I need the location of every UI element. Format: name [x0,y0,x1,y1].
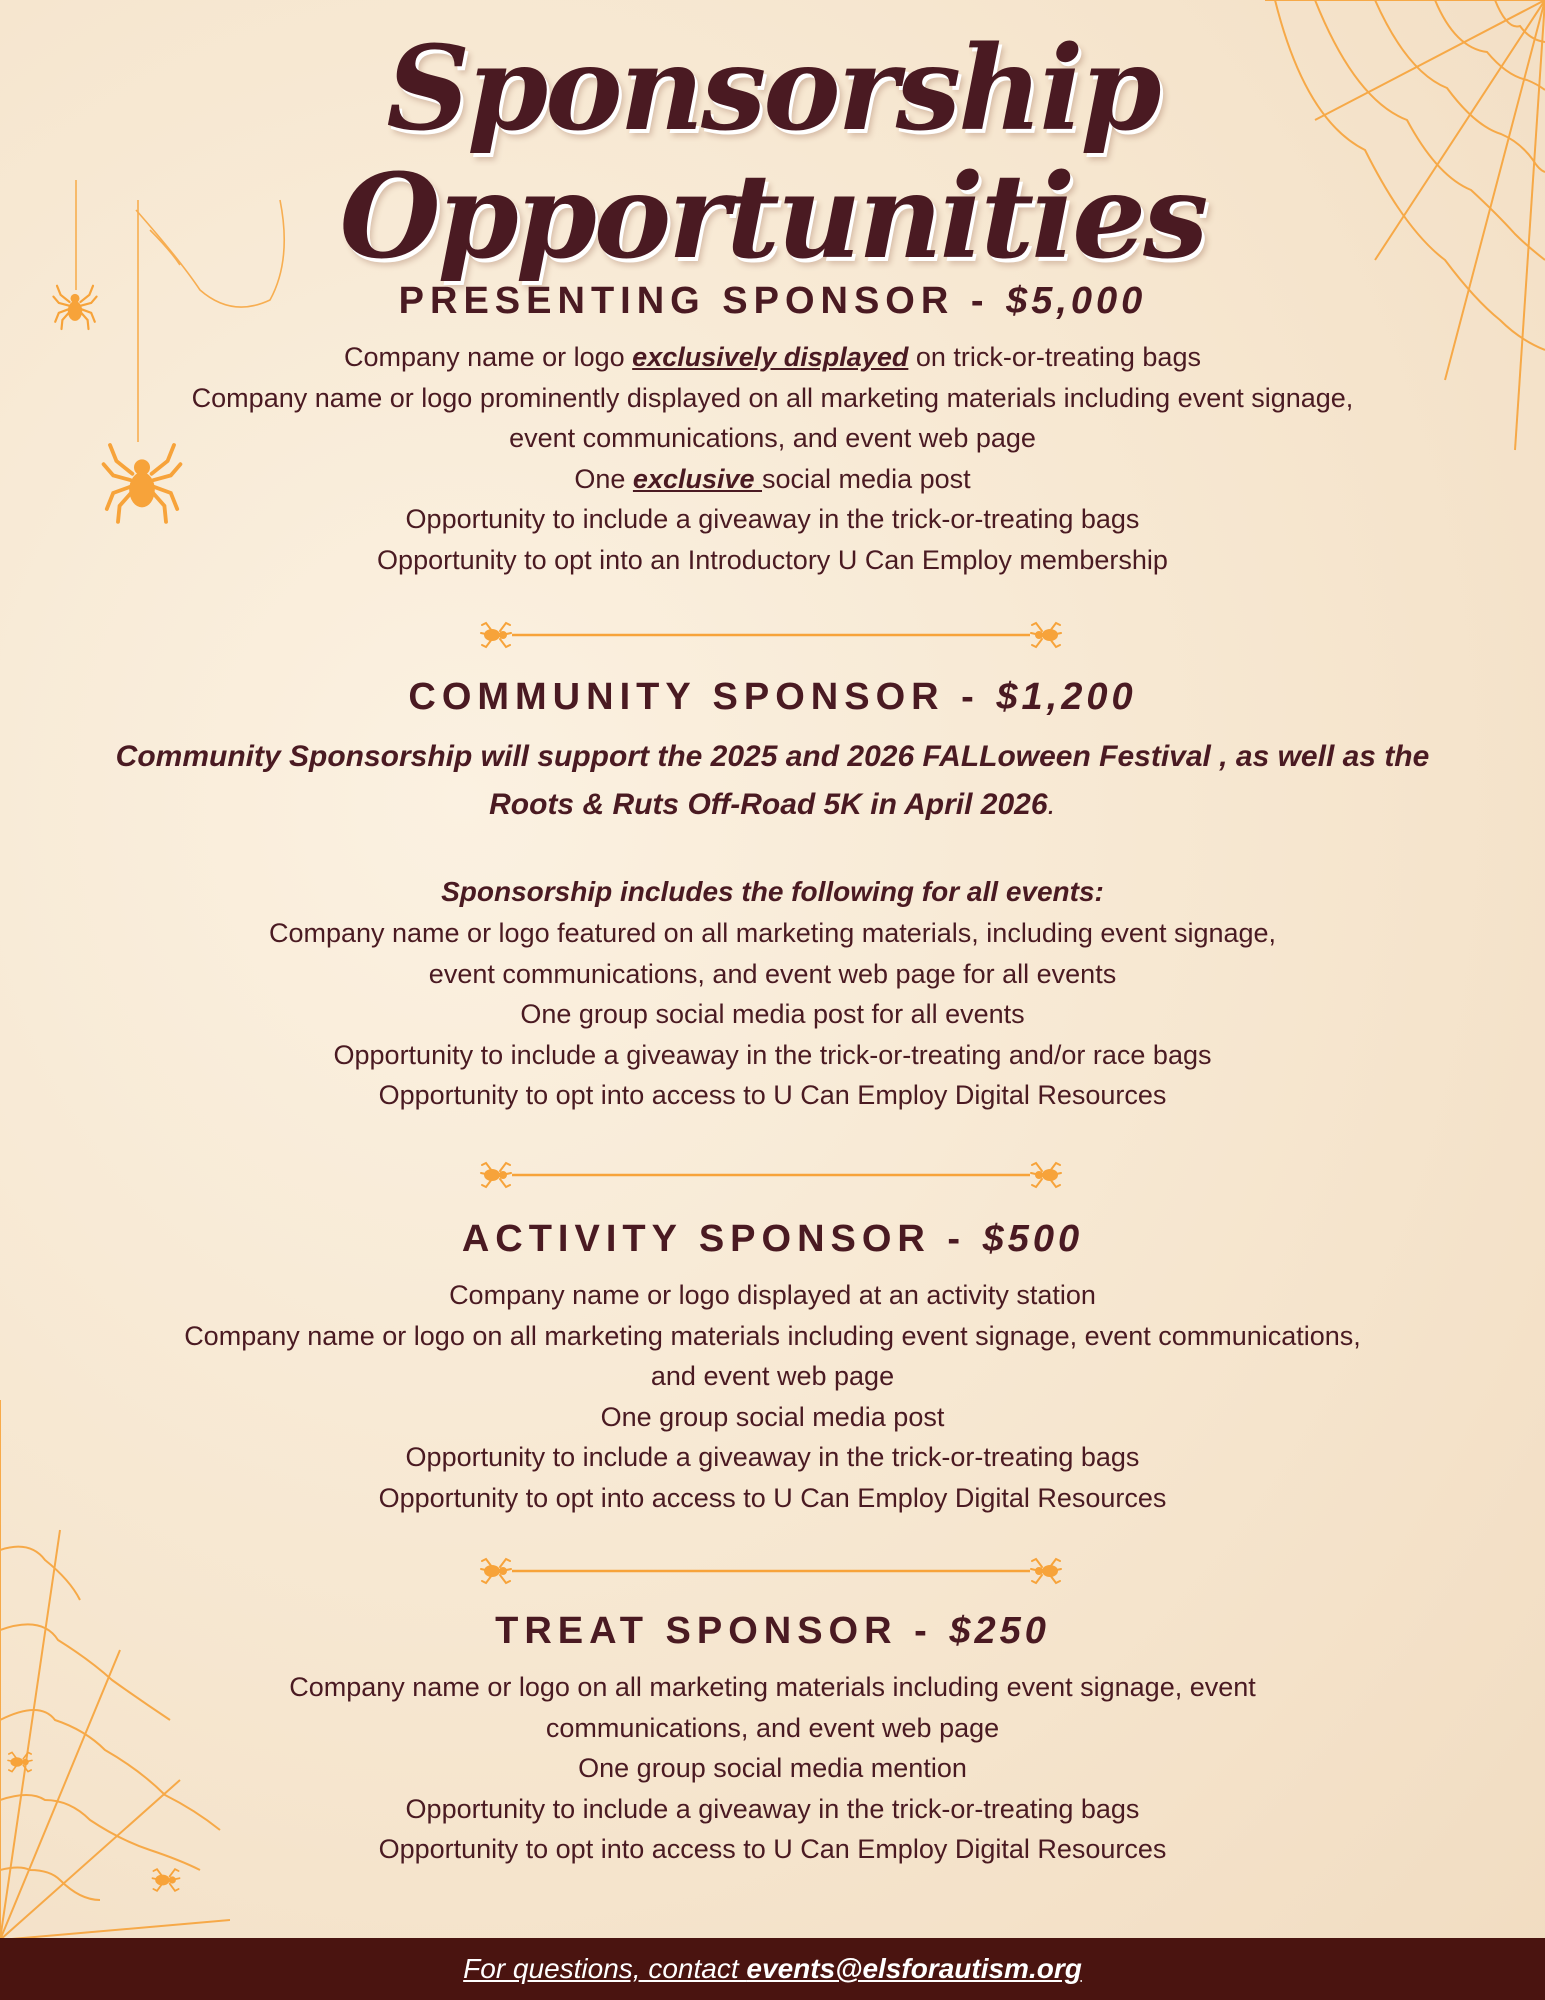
spider-divider-icon [472,1152,1070,1198]
benefit-line: Opportunity to include a giveaway in the trick-or-treating bags [405,1442,1140,1472]
community-subheading: Sponsorship includes the following for all events: [441,876,1104,907]
activity-sponsor-heading [0,1218,1545,1261]
contact-prefix: For questions, contact [463,1953,747,1984]
benefit-line: One group social media mention [578,1753,967,1783]
community-intro-end: . [1047,788,1056,821]
benefit-line: Opportunity to opt into access to U Can Employ Digital Resources [378,1482,1167,1513]
contact-email-link[interactable]: events@elsforautism.org [746,1953,1082,1984]
benefit-line: Opportunity to opt into access to U Can Employ Digital Resources [378,1080,1167,1110]
benefit-text: on trick-or-treating bags [908,342,1201,372]
benefit-line: Company name or logo displayed at an activity station [449,1280,1096,1310]
benefit-line: event communications, and event web page [509,423,1036,453]
tier-price: $250 [949,1610,1050,1652]
benefit-line: and event web page [650,1361,895,1391]
benefit-line: Company name or logo on all marketing materials including event signage, event [289,1672,1256,1702]
benefit-line: Opportunity to include a giveaway in the trick-or-treating and/or race bags [333,1039,1212,1070]
presenting-sponsor-heading [0,280,1545,323]
community-intro-line: Community Sponsorship will support the 2025 and 2026 FALLoween Festival , as well as the [115,740,1430,773]
benefit-line: Opportunity to include a giveaway in the trick-or-treating bags [405,504,1140,534]
benefit-text: One [574,463,633,494]
benefit-line: One group social media post [600,1401,945,1432]
tier-price: $500 [982,1218,1084,1260]
contact-footer [0,1938,1545,2000]
benefit-emphasis: exclusively displayed [632,342,909,372]
benefit-line: Opportunity to opt into an Introductory U Can Employ membership [377,544,1168,575]
activity-sponsor-section [0,1218,1545,1518]
benefit-line: Company name or logo prominently displayed on all marketing materials including event signage, [191,382,1354,413]
community-sponsor-section [0,676,1545,1116]
benefit-line: communications, and event web page [545,1712,1000,1743]
benefit-line: event communications, and event web page for all events [428,958,1117,989]
tier-price: $1,200 [996,676,1137,718]
tier-name: ACTIVITY SPONSOR - [461,1218,983,1260]
benefit-line [0,459,1545,500]
contact-link[interactable] [463,1953,1082,1984]
benefit-line: Opportunity to include a giveaway in the trick-or-treating bags [405,1793,1140,1824]
benefit-line: Company name or logo featured on all marketing materials, including event signage, [268,918,1277,948]
benefit-text: social media post [762,463,971,494]
tier-name: TREAT SPONSOR - [495,1610,950,1652]
page-title: Sponsorship Opportunities [339,21,1206,285]
treat-sponsor-section [0,1610,1545,1870]
spider-divider-icon [472,1548,1070,1594]
spider-divider-icon [472,612,1070,658]
community-intro-text: Roots & Ruts Off-Road 5K in April 2026 [489,788,1048,821]
tier-price: $5,000 [1006,280,1147,322]
benefit-line [0,337,1545,378]
benefit-emphasis: exclusive [632,463,763,494]
community-sponsor-heading [0,676,1545,719]
benefit-line: Opportunity to opt into access to U Can Employ Digital Resources [378,1834,1167,1864]
benefit-line: One group social media post for all events [520,999,1025,1029]
tier-name: PRESENTING SPONSOR - [398,280,1007,322]
benefit-text: Company name or logo [344,342,633,372]
benefit-line: Company name or logo on all marketing materials including event signage, event communications, [184,1320,1361,1351]
treat-sponsor-heading [0,1610,1545,1653]
presenting-sponsor-section [0,280,1545,580]
community-intro-line [0,781,1545,829]
tier-name: COMMUNITY SPONSOR - [408,676,997,718]
